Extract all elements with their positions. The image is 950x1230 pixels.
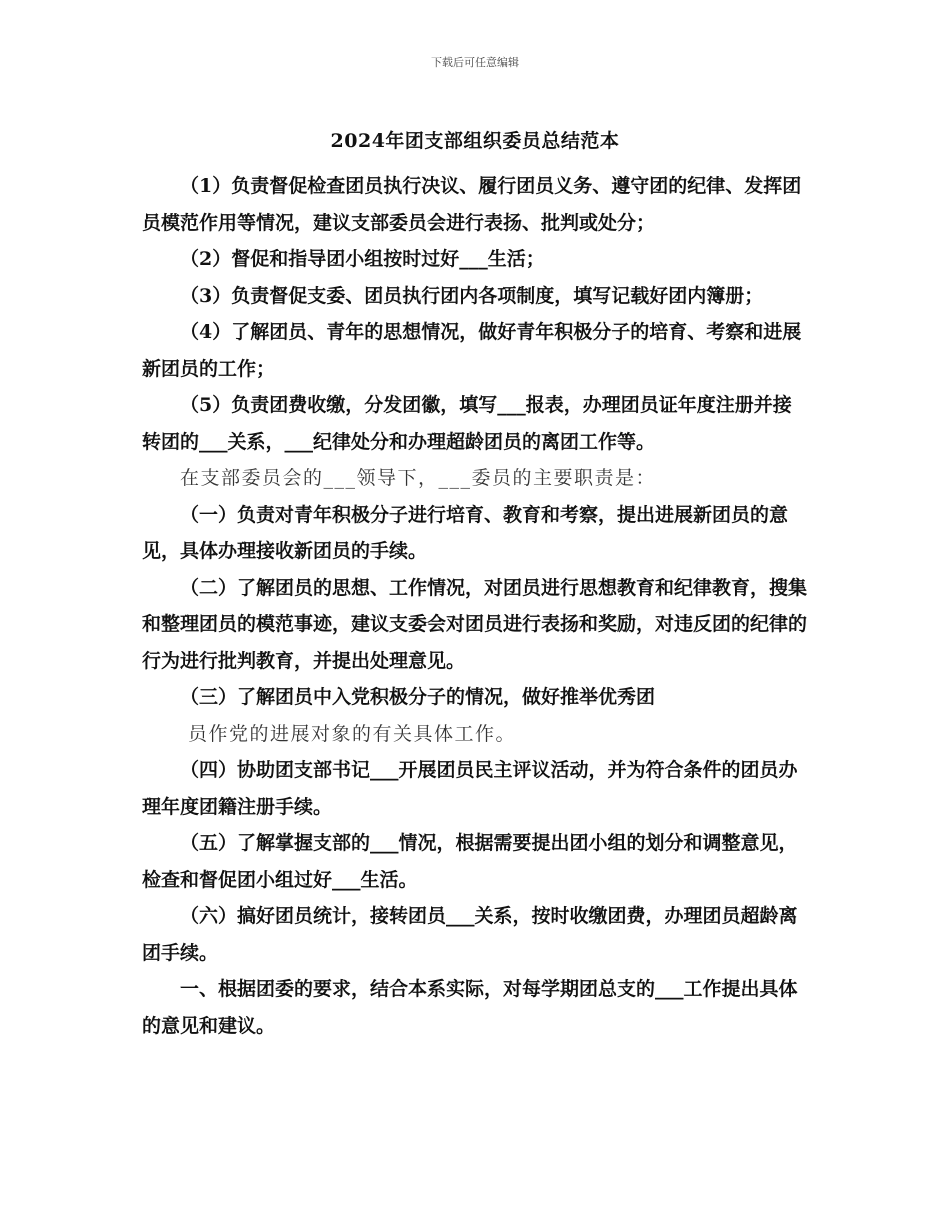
paragraph-duty-4: （4）了解团员、青年的思想情况，做好青年积极分子的培育、考察和进展新团员的工作； xyxy=(142,321,802,380)
page-header: 下载后可任意编辑 xyxy=(431,56,519,69)
paragraph-item-2: （二）了解团员的思想、工作情况，对团员进行思想教育和纪律教育，搜集和整理团员的模范事迹，建议支委会对团员进行表扬和奖励，对违反团的纪律的行为进行批判教育，并提出处理意见。 xyxy=(142,576,808,672)
paragraph-duty-2: （2）督促和指导团小组按时过好___生活； xyxy=(180,248,545,270)
paragraph-intro: 在支部委员会的___领导下，___委员的主要职责是： xyxy=(180,467,657,489)
paragraph-item-4: （四）协助团支部书记___开展团员民主评议活动，并为符合条件的团员办理年度团籍注册手续。 xyxy=(142,759,798,818)
paragraph-item-3-continued: 员作党的进展对象的有关具体工作。 xyxy=(188,722,517,745)
document-body xyxy=(142,168,810,1044)
paragraph-duty-3: （3）负责督促支委、团员执行团内各项制度，填写记载好团内簿册； xyxy=(180,284,764,307)
paragraph-item-1: （一）负责对青年积极分子进行培育、教育和考察，提出进展新团员的意见，具体办理接收新团员的手续。 xyxy=(142,503,789,562)
paragraph-item-3: （三）了解团员中入党积极分子的情况，做好推举优秀团 xyxy=(180,686,656,708)
document-title: 2024年团支部组织委员总结范本 xyxy=(330,130,620,152)
paragraph-duty-1: （1）负责督促检查团员执行决议、履行团员义务、遵守团的纪律、发挥团员模范作用等情况，建议支部委员会进行表扬、批判或处分； xyxy=(142,175,802,234)
paragraph-item-6: （六）搞好团员统计，接转团员___关系，按时收缴团费，办理团员超龄离团手续。 xyxy=(142,905,798,964)
paragraph-duty-5: （5）负责团费收缴，分发团徽，填写___报表，办理团员证年度注册并接转团的___关系，___纪律处分和办理超龄团员的离团工作等。 xyxy=(142,394,792,453)
paragraph-section-1: 一、根据团委的要求，结合本系实际，对每学期团总支的___工作提出具体的意见和建议。 xyxy=(142,978,798,1037)
paragraph-item-5: （五）了解掌握支部的___情况，根据需要提出团小组的划分和调整意见，检查和督促团小组过好___生活。 xyxy=(142,832,798,891)
